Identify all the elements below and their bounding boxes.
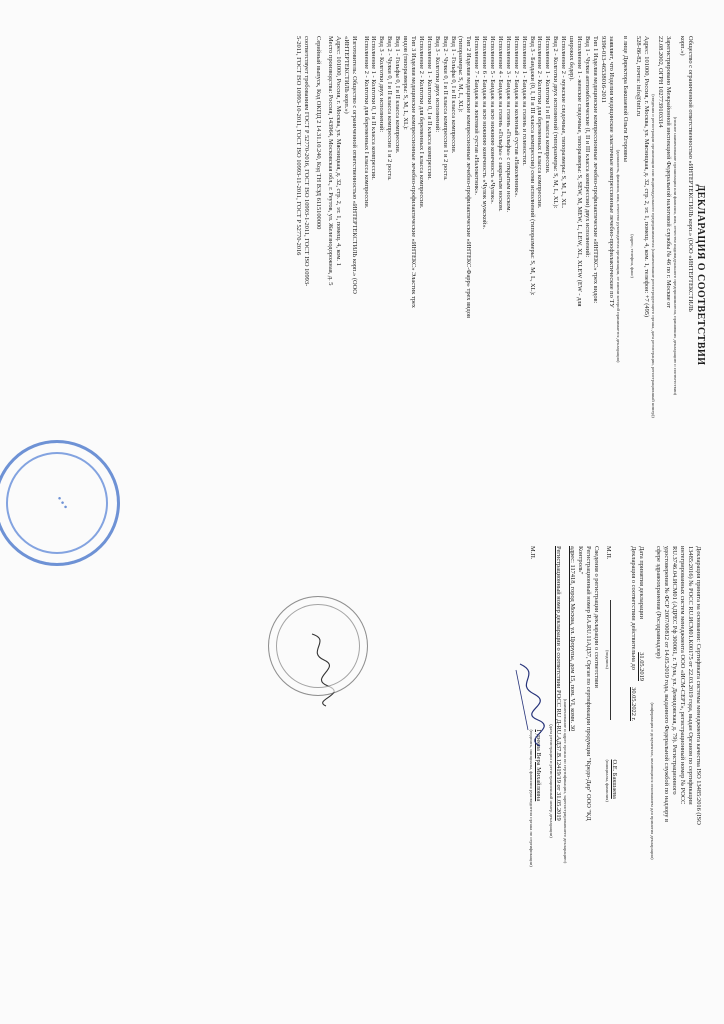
- product-line-2: 9396-013-46538016-2011: [599, 36, 607, 103]
- cert-body-line1: Регистрационный номер RA.RU.11АД37, Орган по сертификации продукции "Кредо-Дар" ООО "КД: [584, 546, 592, 821]
- certification-body-stamp: [268, 596, 368, 696]
- acceptance-date-label: Дата принятия декларации: [637, 546, 645, 619]
- product-line-26: Тип 3 Изделия медицинские компрессионные лечебно-профилактические «ИНТЕКС» Эластик трех: [410, 36, 417, 308]
- document-title: ДЕКЛАРАЦИЯ О СООТВЕТСТВИИ: [695, 184, 706, 366]
- product-line-15: Исполнение 4 - Бандаж на голень «Гольфы» с закрытым носком.: [496, 36, 504, 212]
- director-caption: (должность, фамилия, имя, отчество руководителя организации, от имени которой принимается декларация): [615, 149, 621, 363]
- basis-line2: 13485:2016) № РОСС RU.ИСМ01.К00175 от 22.03.2019 года, выдан Органом по сертификации: [687, 546, 695, 805]
- cert-head-name: Гуреева Вера Михайловна: [535, 729, 543, 802]
- acceptance-date-value: 31.05.2019: [637, 652, 645, 681]
- product-line-18: Исполнение 7 - Бандаж на локтевой сустав «Налокотник».: [473, 36, 481, 195]
- product-line-17: Исполнение 6 - Бандаж на всю нижнюю конечность «Чулок мужской».: [481, 36, 489, 230]
- manufacturer-line2: «ИНТЕРТЕКСТИЛЬ корп.»): [342, 36, 350, 114]
- company-seal-stamp: ● ● ●: [0, 440, 120, 566]
- product-line-30: Вид 3 - Колготки двух исполнений:: [378, 36, 386, 133]
- product-line-6: широких бедер).: [568, 36, 576, 81]
- validity-row: [629, 546, 637, 1016]
- product-line-28: Вид 1 - Гольфы 0, I и II класса компрессии.: [394, 36, 402, 154]
- basis-line4: RU.3746.04.ИСМ01 (АДРЕС Рф 300061, г. Тула, ул. Демидовская, д. 79). Регистрационного: [671, 546, 679, 795]
- declarant-section: [294, 36, 712, 476]
- cert-body-line2: Контроль": [576, 546, 584, 575]
- declarant-name-line1: Общество с ограниченной ответственностью «ИНТЕРТЕКСТИЛЬ корп.» (ООО «ИНТЕРТЕКСТИЛЬ: [687, 36, 694, 312]
- standards-line1: соответствует требованиям ГОСТ Р 52770-2016, ГОСТ ISO 10993-1-2011, ГОСТ ISO 10993-: [303, 36, 311, 287]
- serial-codes: Серийный выпуск, Код ОКПД 2 14.31.10.240, Код ТН ВЭД 6115100000: [315, 36, 323, 230]
- cert-body-caption: (наименование и адрес органа по сертификации, зарегистрировавшего декларацию): [563, 698, 569, 864]
- product-line-3: Тип 1 Изделия медицинские компрессионные лечебно-профилактические «ИНТЕКС» трех видов:: [591, 36, 599, 304]
- product-line-31: Исполнение 1 - Колготки 0, I и II класса компрессии.: [370, 36, 378, 180]
- standards-line2: 5-2011, ГОСТ ISO 10993-10-2011, ГОСТ ISO 10993-11-2011, ГОСТ Р 52770-2016: [295, 36, 303, 256]
- product-line-22: Вид 2 - Чулки 0, I и II класса компрессии 1 и 2 роста.: [441, 36, 449, 181]
- product-line-25: Исполнение 2 - Колготки для беременных I класса компрессии.: [417, 36, 425, 209]
- director-line: в лице Директора Бакшаевой Ольги Егоровны: [621, 36, 629, 162]
- validity-label: Декларация о соответствии действительна до: [629, 546, 637, 670]
- product-line-20: (типоразмеры: S, M, L, XL):: [457, 36, 465, 113]
- registration-info-title: Сведения о регистрации декларации о соответствии: [592, 546, 600, 688]
- acceptance-date-row: [637, 546, 645, 1016]
- product-line-23: Вид 3 - Колготки двух исполнений:: [433, 36, 441, 133]
- product-line-21: Вид 1 - Гольфы 0, I и II класса компрессии.: [449, 36, 457, 154]
- product-line-5: Исполнение 1 - женские следочные, типоразмеры: S, SEW, M, MEW, L, LEW, XL, XLEW (EW - для: [576, 36, 584, 307]
- manufacturer-line1: Изготовитель: Общество с ограниченной ответственностью «ИНТЕРТЕКСТИЛЬ корп.» (ООО: [350, 36, 358, 294]
- product-line-11: Вид 3 - Бандажи (0, I, II и III класса компрессии) семи исполнений (типоразмеры: S, M, L, XL):: [528, 36, 536, 296]
- stamp-place-label: М.П.: [604, 546, 612, 560]
- reg-number-caption: (дата регистрации и регистрационный номер декларации): [549, 724, 555, 838]
- product-line-1: заявляет, что Изделия медицинские эластичные компрессионные лечебно-профилактические по ТУ: [607, 36, 615, 308]
- signer-name-caption: (инициалы, фамилия): [604, 759, 610, 802]
- basis-line3: интегрированных систем менеджмента ООО «ИСМ-СЕРТ», регистрационный номер № РОСС: [679, 546, 687, 805]
- cert-body-address: адрес: 117418, город Москва, ул. Цюрупы, дом 15, пом. VI, комн. 30: [569, 546, 577, 732]
- declaration-reg-number: Регистрационный номер декларации о соответствии РОСС RU Д-RU.АД37.В.12419/19 от 31.05.2019: [555, 546, 563, 821]
- product-line-16: Исполнение 5 - Бандаж на всю нижнюю конечность «Чулок».: [489, 36, 497, 204]
- cert-signature-row: [528, 546, 542, 1016]
- basis-caption: (информация о документах, являющихся основанием для принятия декларации): [649, 702, 655, 860]
- declarant-name-caption: (полное наименование организации или фамилия, имя, отчество индивидуального предпринимателя, принявших декларацию о соответствии): [673, 116, 679, 396]
- declarant-signature: [508, 660, 548, 750]
- product-line-10: Исполнение 2 - Колготки для беременных I класса компрессии.: [536, 36, 544, 209]
- acceptance-section: [528, 546, 712, 1016]
- cert-head-caption: (подпись, инициалы, фамилия руководителя органа по сертификации): [529, 729, 535, 867]
- cert-stamp-place-label: М.П.: [529, 546, 537, 560]
- registration-caption: (сведения о регистрации организации или индивидуального предпринимателя (наименование регистрирующего органа, дата регистрации, регистрационный номер)): [651, 94, 657, 418]
- manufacturer-address: Адрес: 101000, Россия, г. Москва, ул. Мясницкая, д. 32, стр. 2, эт. 1, помещ. 4, ком. 1: [334, 36, 342, 266]
- production-site: Место производства: Россия, 143964, Московская обл., г. Реутов, ул. Железнодорожная, д. 5: [326, 36, 334, 286]
- cert-head-field: [528, 730, 542, 867]
- product-line-4: Вид 1 - Чулки антиэмболические (I, II и III класса компрессии) двух исполнений:: [583, 36, 591, 258]
- signer-name-field: [604, 760, 618, 802]
- basis-line1: Декларация принята на основании: Сертификата системы менеджмента качества ISO 13485:2016 (ISO: [695, 546, 702, 825]
- validity-value: 30.05.2022 г.: [629, 687, 637, 721]
- product-line-19: Тип 2 Изделия медицинские компрессионные лечебно-профилактические «ИНТЕКС-Фарр» трех видов: [465, 36, 473, 318]
- basis-line6: сфере здравоохранения (Росздравнадзор): [655, 546, 663, 659]
- signer-name: О.Е. Бакшаева: [610, 759, 618, 799]
- signature-caption: (подпись): [604, 649, 610, 670]
- product-line-12: Исполнение 1 - Бандаж на голень и голеностоп.: [520, 36, 528, 166]
- registration-line1: Зарегистрировано Межрайонной инспекцией Федеральной налоговой службы № 46 по г. Москве от: [665, 36, 673, 309]
- product-line-32: Исполнение 2 - Колготки для беременных I класса компрессии.: [362, 36, 370, 209]
- declarant-name-line2: корп.»): [679, 36, 687, 56]
- registration-line2: 22.08.2002, ОГРН 1027739103314: [657, 36, 665, 128]
- declarant-signature-row: [604, 546, 623, 1016]
- product-line-29: Вид 2 - Чулки 0, I и II класса компрессии 1 и 2 роста.: [386, 36, 394, 181]
- basis-line5: удостоверения № ФСР 2007/00812 от 14.05.2019 года, выданного Федеральной службой по надзору в: [663, 546, 671, 823]
- product-line-8: Вид 2 - Колготки двух исполнений (типоразмеры: S, M, L, XL):: [552, 36, 560, 209]
- product-line-13: Исполнение 2 - Бандаж на коленный сустав «Наколенник».: [512, 36, 520, 197]
- product-line-27: видов (типоразмеры: S, M, L, XL):: [402, 36, 410, 130]
- address-line2: 528-86-82, почта: info@intt.ru: [635, 36, 643, 117]
- product-line-7: Исполнение 2 - мужские следочные, типоразмеры: S, M, L, XL.: [560, 36, 568, 209]
- product-line-24: Исполнение 1 - Колготки 0, I и II класса компрессии.: [425, 36, 433, 180]
- product-line-9: Исполнение 1 - Колготки I и II класса компрессии.: [544, 36, 552, 174]
- signature-field: [604, 600, 623, 720]
- address-line1: Адрес: 101000, Россия, г. Москва, ул. Мясницкая, д. 32, стр. 2, эт. 1, помещ. 4, ком. 1, телефон: +7 (495): [643, 36, 651, 318]
- product-line-14: Исполнение 3 - Бандаж на голень «Гольфы» с открытым носком.: [504, 36, 512, 213]
- address-caption: (адрес, телефон, факс): [629, 234, 635, 278]
